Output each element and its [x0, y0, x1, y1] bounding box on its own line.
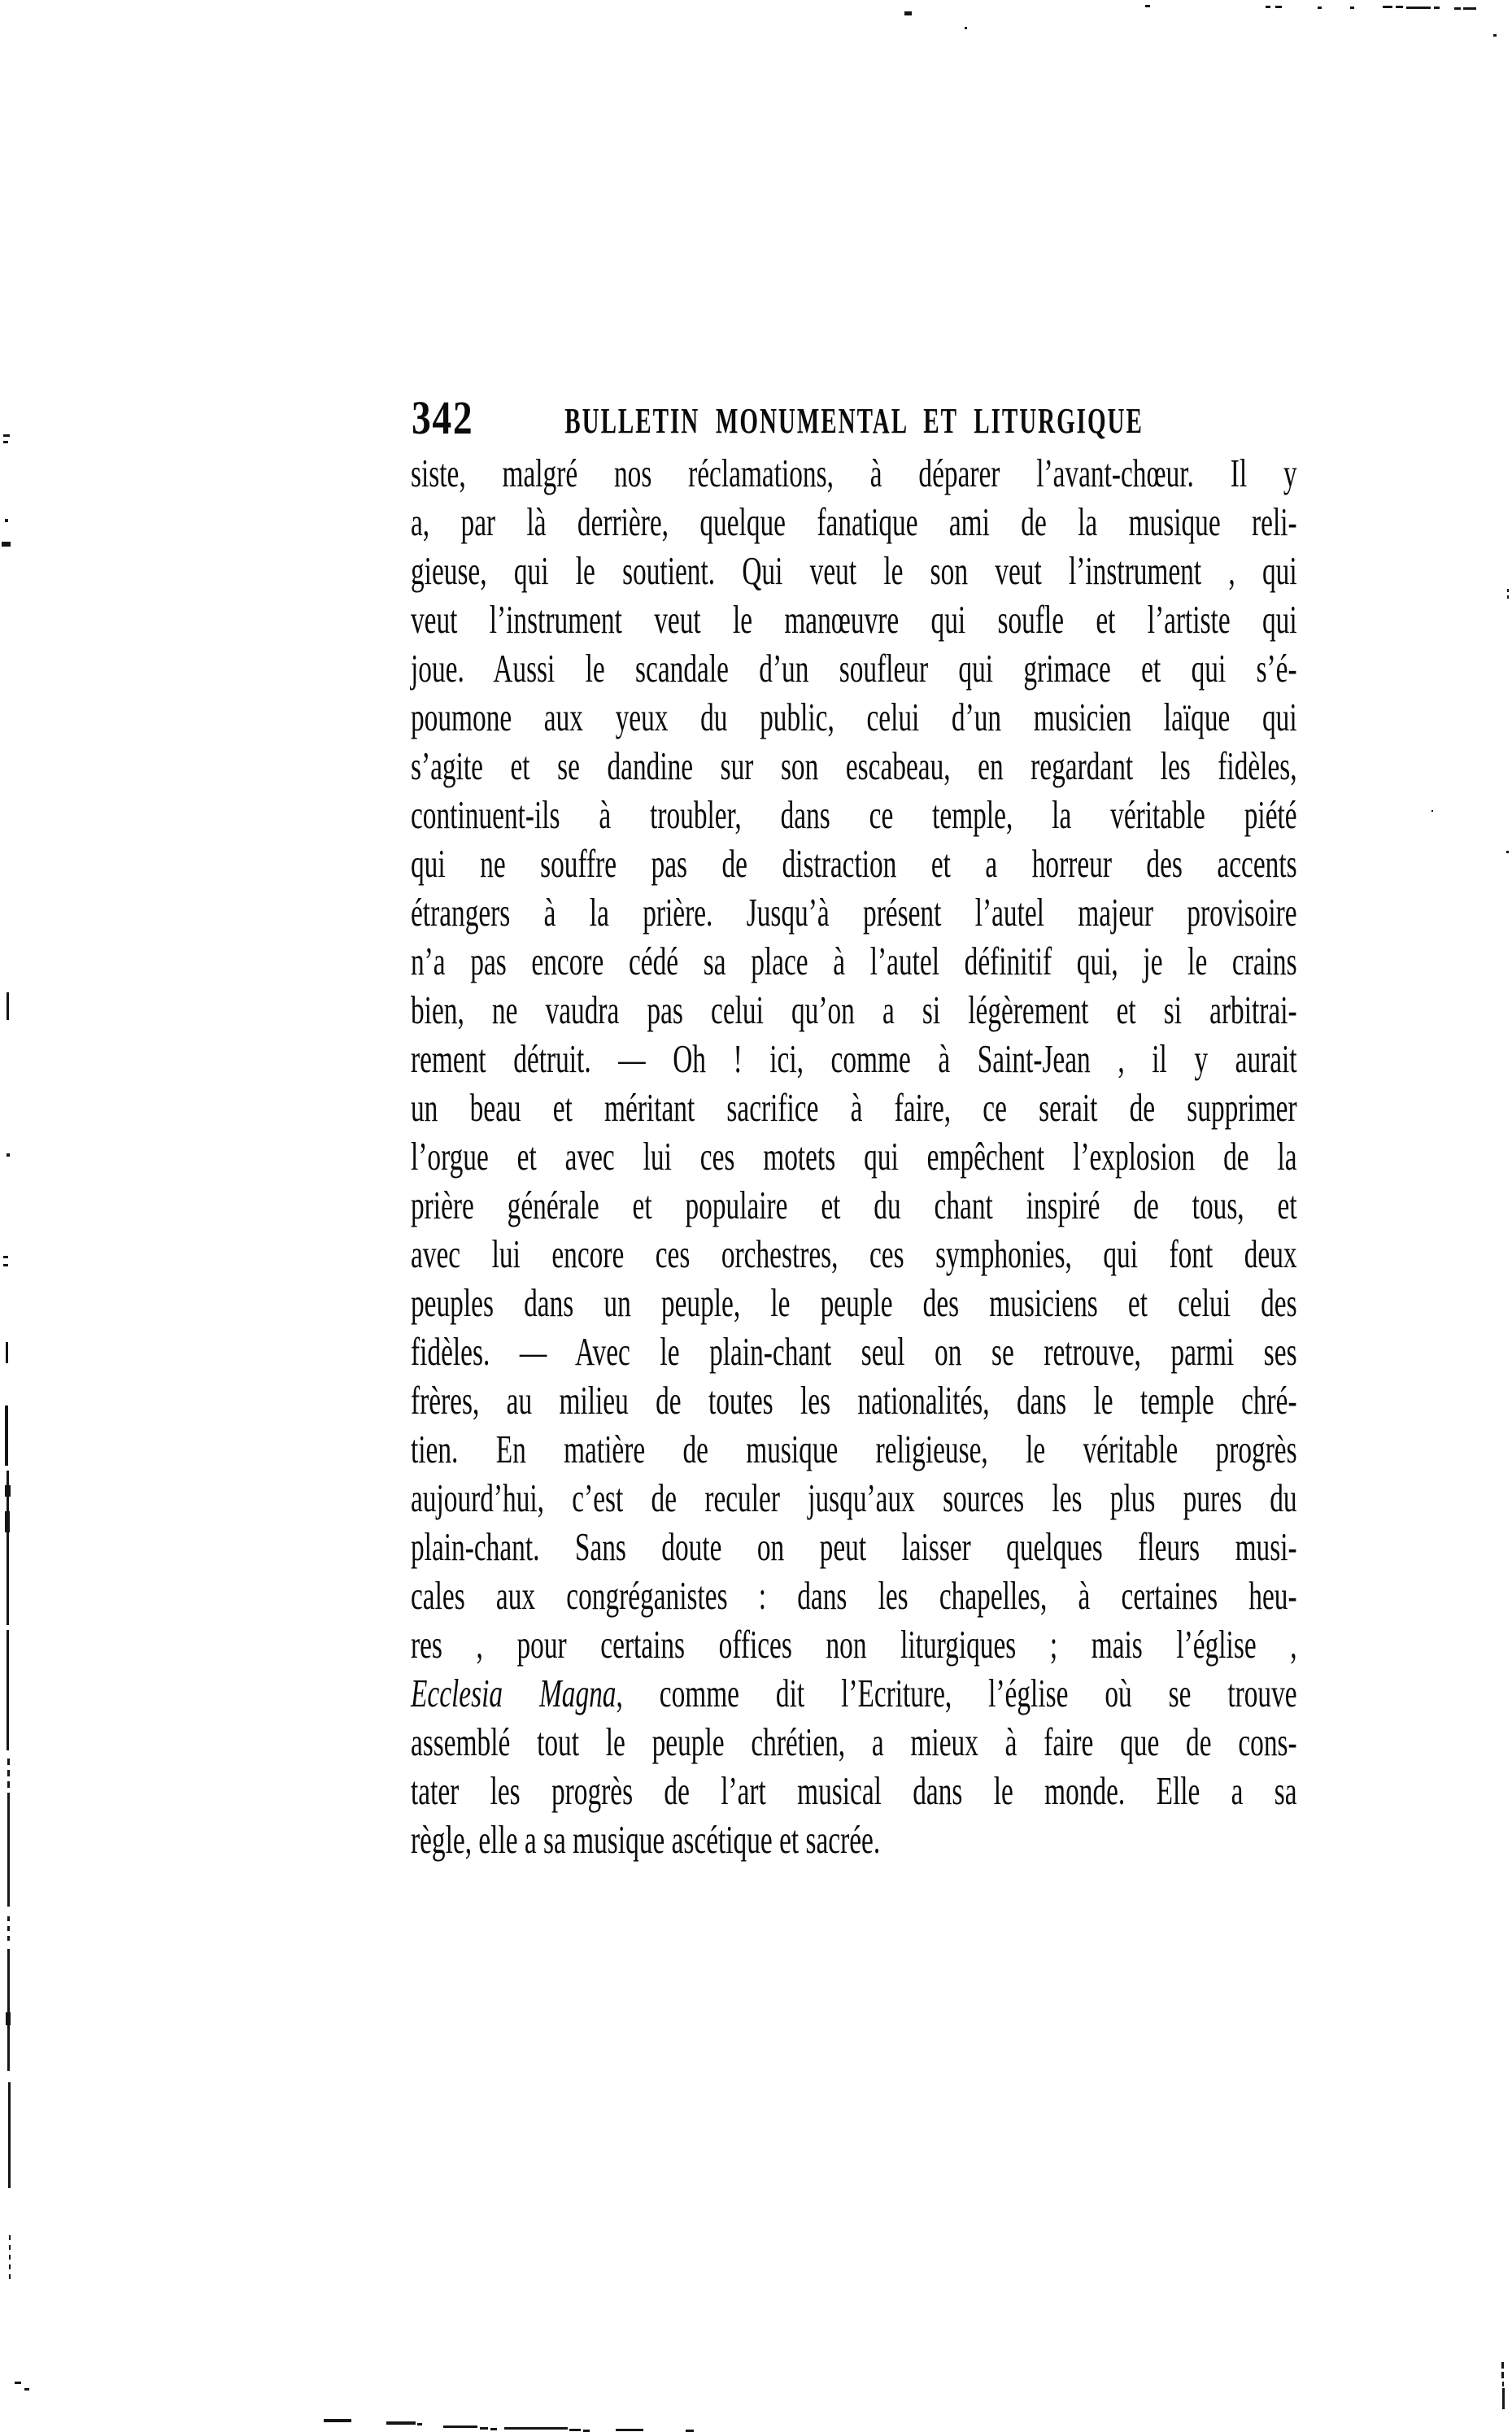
text-line [411, 742, 1297, 791]
scan-speck [3, 441, 8, 443]
text-segment: fidèles. — Avec le plain-chant seul on se retrouve, parmi ses [411, 1329, 1297, 1374]
scan-speck [7, 1759, 10, 1765]
scan-speck [1502, 2382, 1504, 2386]
scan-speck [443, 2425, 477, 2428]
text-line [411, 1230, 1297, 1279]
text-line [411, 1815, 1297, 1864]
scan-speck [1463, 7, 1476, 10]
text-line [411, 1571, 1297, 1620]
scan-speck [1507, 589, 1509, 592]
text-segment: joue. Aussi le scandale d’un soufleur qui grimace et qui s’é- [411, 646, 1297, 691]
text-line [411, 791, 1297, 839]
text-line [411, 1474, 1297, 1523]
scan-speck [1501, 2362, 1504, 2369]
scan-speck [7, 1949, 10, 2071]
scan-speck [504, 2427, 568, 2430]
text-segment: aujourd’hui, c’est de reculer jusqu’aux sources les plus pures du [411, 1475, 1297, 1520]
scan-speck [1493, 34, 1497, 37]
scan-speck [3, 434, 10, 437]
scan-speck [7, 1770, 10, 1776]
text-segment: tien. En matière de musique religieuse, le véritable progrès [411, 1427, 1297, 1471]
text-segment: un beau et méritant sacrifice à faire, ce serait de supprimer [411, 1085, 1297, 1130]
scan-speck [7, 1153, 10, 1157]
text-segment: assemblé tout le peuple chrétien, a mieux à faire que de cons- [411, 1719, 1297, 1764]
text-line [411, 449, 1297, 498]
scan-speck [5, 1485, 11, 1497]
body-text [411, 449, 1297, 1864]
text-segment: étrangers à la prière. Jusqu’à présent l’autel majeur provisoire [411, 890, 1297, 935]
text-line [411, 1767, 1297, 1815]
scan-speck [6, 1342, 8, 1363]
text-segment: tater les progrès de l’art musical dans le monde. Elle a sa [411, 1768, 1297, 1813]
scan-speck [1145, 5, 1150, 7]
text-line [411, 1376, 1297, 1425]
text-segment: s’agite et se dandine sur son escabeau, en regardant les fidèles, [411, 743, 1297, 788]
scan-speck [417, 2423, 422, 2425]
text-segment: cales aux congréganistes : dans les chapelles, à certaines heu- [411, 1573, 1297, 1618]
text-line [411, 1035, 1297, 1083]
scan-speck [7, 1781, 10, 1788]
scan-speck [1434, 7, 1440, 9]
scan-speck [5, 1406, 8, 1466]
scan-speck [1318, 7, 1322, 9]
text-segment: l’orgue et avec lui ces motets qui empêchent l’explosion de la [411, 1134, 1297, 1179]
text-segment: rement détruit. — Oh ! ici, comme à Saint-Jean , il y aurait [411, 1036, 1297, 1081]
text-line [411, 937, 1297, 986]
text-segment: gieuse, qui le soutient. Qui veut le son veut l’instrument , qui [411, 548, 1297, 593]
italic-phrase: Ecclesia Magna [411, 1671, 617, 1715]
scan-speck [9, 2245, 11, 2250]
scan-speck [1506, 851, 1509, 853]
text-segment: prière générale et populaire et du chant inspiré de tous, et [411, 1183, 1297, 1227]
text-segment: peuples dans un peuple, le peuple des musiciens et celui des [411, 1280, 1297, 1325]
text-line [411, 1181, 1297, 1230]
scan-speck [1454, 7, 1461, 10]
text-segment: siste, malgré nos réclamations, à déparer l’avant-chœur. Il y [411, 451, 1297, 495]
scan-speck [3, 1264, 8, 1266]
scan-speck [1507, 595, 1509, 599]
text-line [411, 1620, 1297, 1669]
scan-speck [8, 2082, 11, 2188]
text-segment: veut l’instrument veut le manœuvre qui soufle et l’artiste qui [411, 597, 1297, 642]
scan-speck [1396, 6, 1403, 8]
scan-speck [324, 2419, 351, 2422]
scan-speck [7, 1916, 10, 1921]
text-line [411, 1132, 1297, 1181]
scan-speck [1502, 2388, 1505, 2409]
scan-speck [7, 992, 9, 1020]
text-line [411, 644, 1297, 693]
text-segment: a, par là derrière, quelque fanatique ami de la musique reli- [411, 499, 1297, 544]
text-segment: res , pour certains offices non liturgiques ; mais l’église , [411, 1622, 1297, 1667]
scan-speck [9, 2235, 11, 2240]
text-line [411, 498, 1297, 547]
scan-speck [7, 1793, 10, 1907]
scan-speck [965, 27, 967, 29]
text-line [411, 1718, 1297, 1767]
scan-speck [1501, 2372, 1504, 2378]
scan-speck [1266, 6, 1270, 8]
text-line [411, 1279, 1297, 1327]
scan-speck [386, 2421, 416, 2425]
scan-speck [480, 2427, 488, 2430]
running-head [411, 400, 1297, 442]
scan-speck [569, 2429, 581, 2431]
scan-speck [5, 519, 8, 522]
text-line [411, 1425, 1297, 1474]
page-number: 342 [412, 391, 474, 444]
text-segment: avec lui encore ces orchestres, ces symphonies, qui font deux [411, 1231, 1297, 1276]
text-line [411, 1083, 1297, 1132]
scan-speck [1406, 7, 1431, 9]
scan-speck [2, 542, 11, 547]
text-line [411, 547, 1297, 595]
scan-speck [7, 1630, 9, 1750]
scan-speck [9, 2274, 11, 2279]
text-line [411, 839, 1297, 888]
text-segment: continuent-ils à troubler, dans ce temple, la véritable piété [411, 792, 1297, 837]
text-line [411, 986, 1297, 1035]
text-line [411, 888, 1297, 937]
text-segment: qui ne souffre pas de distraction et a horreur des accents [411, 841, 1297, 886]
text-segment: , comme dit l’Ecriture, l’église où se trouve [616, 1671, 1297, 1715]
text-line [411, 693, 1297, 742]
running-title: BULLETIN MONUMENTAL ET LITURGIQUE [564, 401, 1144, 441]
scan-speck [1275, 6, 1282, 8]
text-segment: bien, ne vaudra pas celui qu’on a si légèrement et si arbitrai- [411, 987, 1297, 1032]
scan-speck [6, 2012, 11, 2025]
text-segment: frères, au milieu de toutes les nationalités, dans le temple chré- [411, 1378, 1297, 1423]
scan-speck [15, 2382, 21, 2384]
scan-speck [616, 2429, 643, 2431]
scan-speck [9, 2264, 11, 2269]
text-line [411, 595, 1297, 644]
text-segment: règle, elle a sa musique ascétique et sacrée. [411, 1817, 881, 1862]
text-segment: plain-chant. Sans doute on peut laisser quelques fleurs musi- [411, 1524, 1297, 1569]
scan-speck [7, 1936, 10, 1941]
scan-speck [904, 11, 912, 15]
scan-speck [9, 2255, 11, 2260]
text-line [411, 1327, 1297, 1376]
scan-speck [24, 2388, 29, 2391]
scan-speck [1383, 6, 1392, 8]
scan-speck [1431, 810, 1433, 812]
text-line [411, 1523, 1297, 1571]
scan-speck [490, 2428, 497, 2430]
text-segment: poumone aux yeux du public, celui d’un musicien laïque qui [411, 695, 1297, 739]
scan-speck [7, 1926, 10, 1931]
text-line [411, 1669, 1297, 1718]
scan-speck [5, 1511, 10, 1532]
text-segment: n’a pas encore cédé sa place à l’autel définitif qui, je le crains [411, 939, 1297, 983]
scan-speck [3, 1256, 8, 1258]
scan-speck [1350, 7, 1354, 9]
